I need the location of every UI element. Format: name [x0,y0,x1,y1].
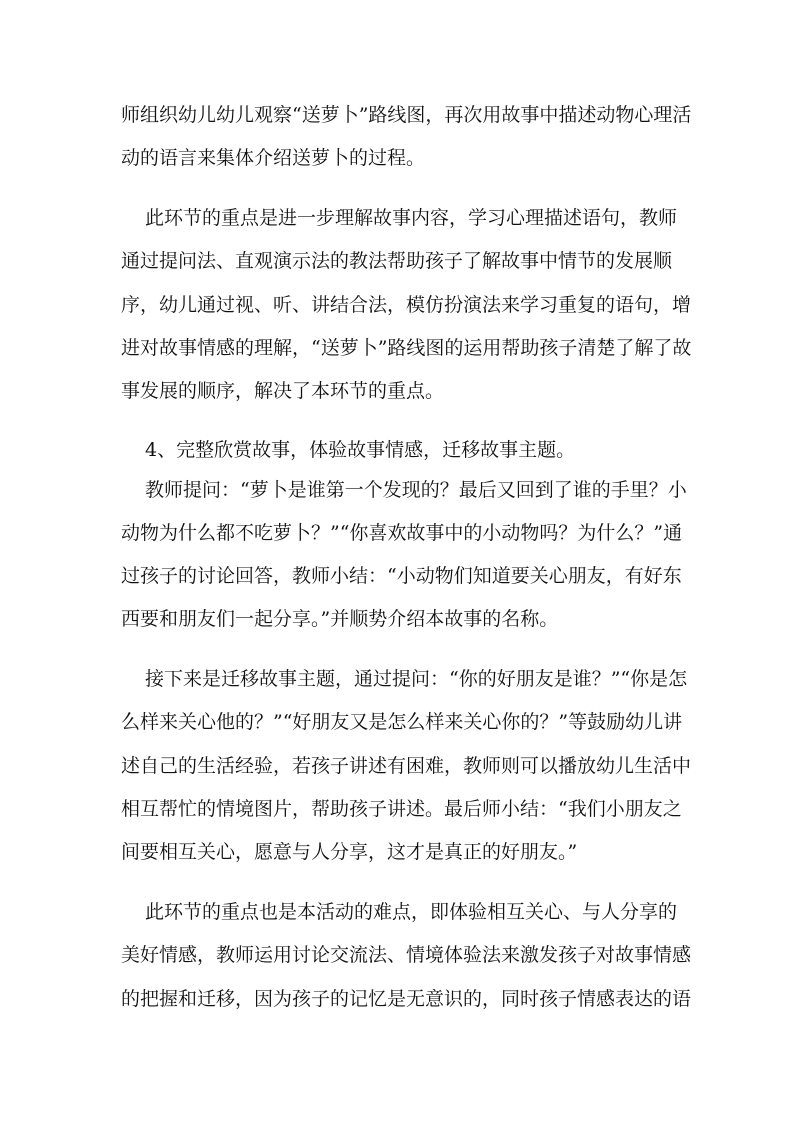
text-line: 此环节的重点也是本活动的难点，即体验相互关心、与人分享的 [145,901,678,923]
text-line: 进对故事情感的理解，“送萝卜”路线图的运用帮助孩子清楚了解了故 [121,337,692,359]
text-line: 教师提问：“萝卜是谁第一个发现的？最后又回到了谁的手里？小 [145,479,687,501]
text-line: 么样来关心他的？”“好朋友又是怎么样来关心你的？”等鼓励幼儿讲 [121,711,683,733]
text-line: 接下来是迁移故事主题，通过提问：“你的好朋友是谁？”“你是怎 [145,668,688,690]
text-line: 过孩子的讨论回答，教师小结：“小动物们知道要关心朋友，有好东 [121,565,682,587]
text-line: 此环节的重点是进一步理解故事内容，学习心理描述语句，教师 [145,207,678,229]
section-heading: 4、完整欣赏故事，体验故事情感，迁移故事主题。 [145,439,576,461]
text-line: 相互帮忙的情境图片，帮助孩子讲述。最后师小结：“我们小朋友之 [121,798,682,820]
text-line: 通过提问法、直观演示法的教法帮助孩子了解故事中情节的发展顺 [121,250,673,272]
text-line: 动物为什么都不吃萝卜？”“你喜欢故事中的小动物吗？为什么？”通 [121,522,683,544]
text-line: 师组织幼儿幼儿观察“送萝卜”路线图，再次用故事中描述动物心理活 [121,104,692,126]
text-line: 动的语言来集体介绍送萝卜的过程。 [121,147,426,169]
text-line: 事发展的顺序，解决了本环节的重点。 [121,380,445,402]
text-line: 美好情感，教师运用讨论交流法、情境体验法来激发孩子对故事情感 [121,944,692,966]
text-line: 的把握和迁移，因为孩子的记忆是无意识的，同时孩子情感表达的语 [121,988,692,1010]
text-line: 间要相互关心，愿意与人分享，这才是真正的好朋友。” [121,841,578,863]
text-line: 西要和朋友们一起分享。”并顺势介绍本故事的名称。 [121,608,559,630]
text-line: 述自己的生活经验，若孩子讲述有困难，教师则可以播放幼儿生活中 [121,755,692,777]
text-line: 序，幼儿通过视、听、讲结合法，模仿扮演法来学习重复的语句，增 [121,294,692,316]
